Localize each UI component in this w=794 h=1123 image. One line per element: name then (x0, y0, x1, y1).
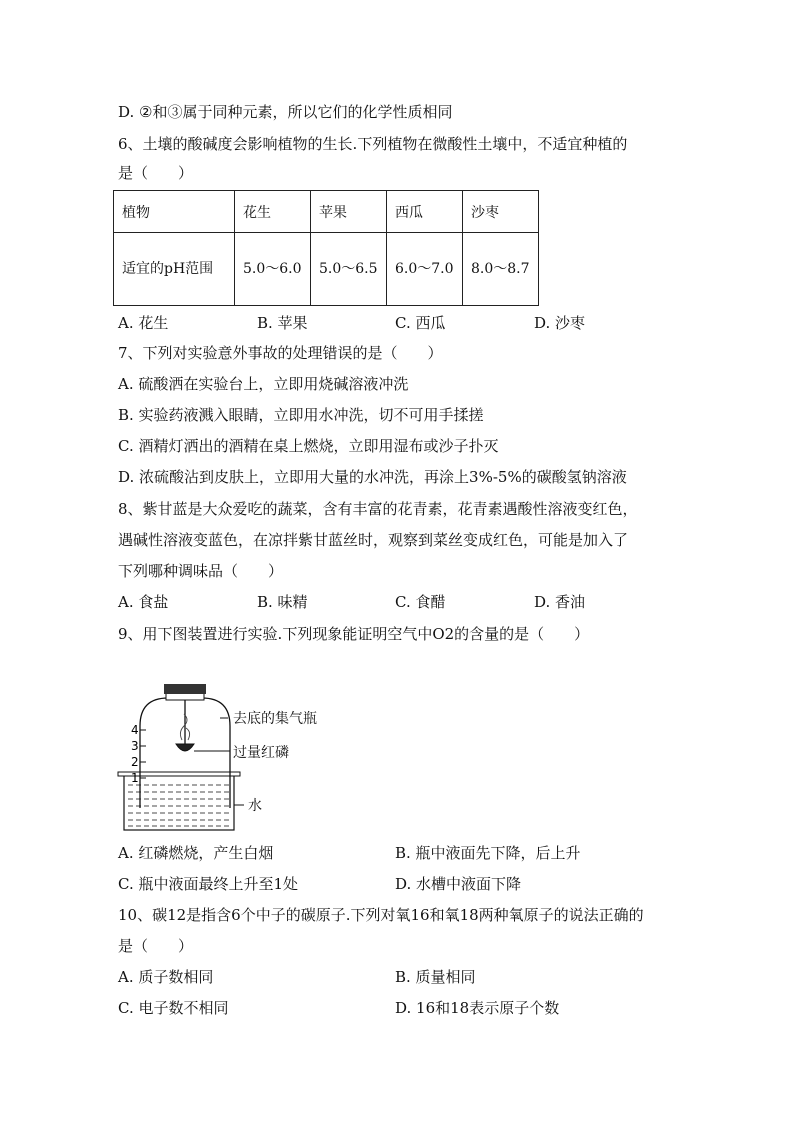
q8-option-d[interactable]: D. 香油 (534, 593, 586, 611)
table-header-row (114, 191, 539, 233)
table-header-oleaster: 沙枣 (463, 191, 539, 233)
label-water: 水 (248, 798, 262, 814)
q7-option-a[interactable]: A. 硫酸洒在实验台上，立即用烧碱溶液冲洗 (118, 375, 409, 393)
q8-option-a[interactable]: A. 食盐 (118, 593, 169, 611)
table-header-apple: 苹果 (311, 191, 387, 233)
scale-label-4: 4 (131, 723, 139, 737)
smoke-icon-2 (186, 728, 190, 740)
label-bottle: 去底的集气瓶 (233, 711, 317, 727)
q5-option-d: D. ②和③属于同种元素，所以它们的化学性质相同 (118, 103, 453, 121)
q9-option-d[interactable]: D. 水槽中液面下降 (395, 875, 522, 893)
water-hatch (128, 785, 230, 826)
q6-option-a[interactable]: A. 花生 (118, 314, 169, 332)
q8-option-c[interactable]: C. 食醋 (395, 593, 446, 611)
q9-option-a[interactable]: A. 红磷燃烧，产生白烟 (118, 844, 274, 862)
q7-option-b[interactable]: B. 实验药液溅入眼睛，立即用水冲洗，切不可用手揉搓 (118, 406, 484, 424)
q6-stem-line2: 是（ ） (118, 164, 194, 182)
scale-label-2: 2 (131, 755, 139, 769)
smoke-icon (180, 714, 187, 740)
q9-stem: 9、用下图装置进行实验.下列现象能证明空气中O2的含量的是（ ） (118, 625, 590, 643)
q6-option-b[interactable]: B. 苹果 (257, 314, 308, 332)
table-header-peanut: 花生 (235, 191, 311, 233)
table-cell-watermelon-ph: 6.0～7.0 (387, 233, 463, 306)
q7-option-d[interactable]: D. 浓硫酸沾到皮肤上，立即用大量的水冲洗，再涂上3%-5%的碳酸氢钠溶液 (118, 468, 627, 486)
q10-option-c[interactable]: C. 电子数不相同 (118, 999, 229, 1017)
combustion-spoon (176, 744, 194, 751)
table-cell-apple-ph: 5.0～6.5 (311, 233, 387, 306)
table-row-label: 适宜的pH范围 (114, 233, 235, 306)
q9-option-b[interactable]: B. 瓶中液面先下降，后上升 (395, 844, 581, 862)
table-header-watermelon: 西瓜 (387, 191, 463, 233)
scale-label-3: 3 (131, 739, 139, 753)
table-cell-peanut-ph: 5.0～6.0 (235, 233, 311, 306)
q8-option-b[interactable]: B. 味精 (257, 593, 308, 611)
q8-stem-line2: 遇碱性溶液变蓝色，在凉拌紫甘蓝丝时，观察到菜丝变成红色，可能是加入了 (118, 531, 629, 549)
table-header-plant: 植物 (114, 191, 235, 233)
q10-stem-line2: 是（ ） (118, 937, 194, 955)
apparatus-diagram (110, 660, 340, 835)
table-cell-oleaster-ph: 8.0～8.7 (463, 233, 539, 306)
q10-option-d[interactable]: D. 16和18表示原子个数 (395, 999, 560, 1017)
q9-option-c[interactable]: C. 瓶中液面最终上升至1处 (118, 875, 299, 893)
q6-stem-line1: 6、土壤的酸碱度会影响植物的生长.下列植物在微酸性土壤中，不适宜种植的 (118, 135, 628, 153)
stopper (164, 684, 206, 694)
q6-option-d[interactable]: D. 沙枣 (534, 314, 586, 332)
table-row-ph (114, 233, 539, 306)
q10-stem-line1: 10、碳12是指含6个中子的碳原子.下列对氧16和氧18两种氧原子的说法正确的 (118, 906, 644, 924)
q7-option-c[interactable]: C. 酒精灯洒出的酒精在桌上燃烧，立即用湿布或沙子扑灭 (118, 437, 499, 455)
scale-label-1: 1 (131, 771, 139, 785)
ph-table (113, 190, 539, 306)
q7-stem: 7、下列对实验意外事故的处理错误的是（ ） (118, 344, 443, 362)
scale-ticks (140, 730, 146, 778)
q10-option-b[interactable]: B. 质量相同 (395, 968, 476, 986)
q8-stem-line3: 下列哪种调味品（ ） (118, 562, 284, 580)
q8-stem-line1: 8、紫甘蓝是大众爱吃的蔬菜，含有丰富的花青素，花青素遇酸性溶液变红色， (118, 500, 638, 518)
label-phosphorus: 过量红磷 (233, 745, 289, 761)
q6-option-c[interactable]: C. 西瓜 (395, 314, 446, 332)
q10-option-a[interactable]: A. 质子数相同 (118, 968, 214, 986)
